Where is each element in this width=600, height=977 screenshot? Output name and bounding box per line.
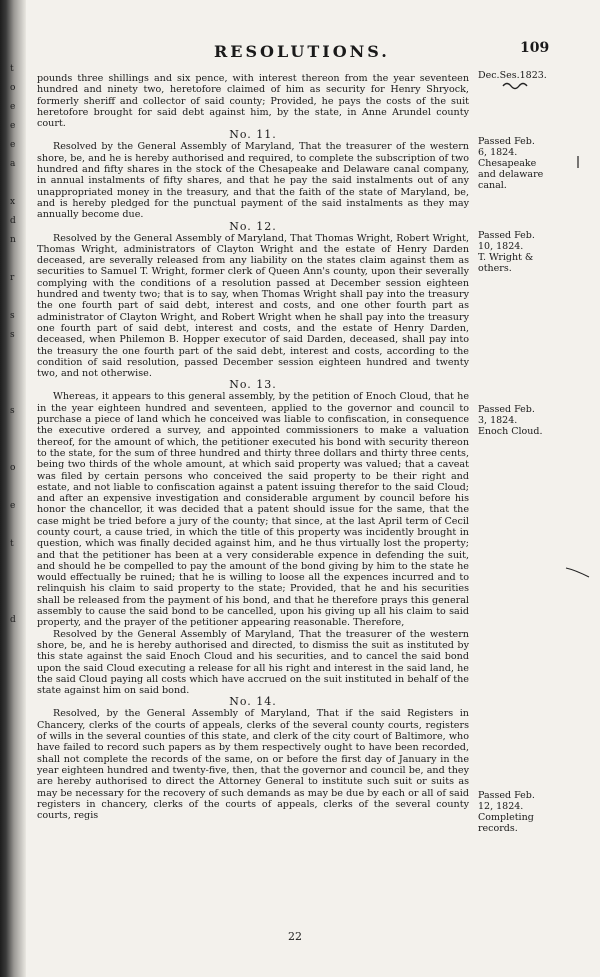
signature-mark: 22 — [288, 930, 302, 943]
gutter-letter — [10, 592, 22, 611]
gutter-letter — [10, 421, 22, 440]
gutter-fragment-letters — [10, 60, 22, 630]
resolution-heading-13: No. 13. — [229, 378, 277, 392]
margin-note-line: and delaware — [478, 169, 544, 180]
gutter-letter: d — [10, 216, 16, 226]
gutter-letter — [10, 364, 22, 383]
gutter-letter: t — [10, 64, 14, 74]
resolution-heading-11: No. 11. — [229, 128, 277, 142]
gutter-letter: d — [10, 615, 16, 625]
gutter-letter: e — [10, 140, 16, 150]
resolution-12-text: Resolved by the General Assembly of Maryland, That Thomas Wright, Robert Wright, Thomas Wright, administrators of Clayton Wright and the estate of Henry Darden deceased, are severally released from any liability on the states claim against them as securities to Samuel T. Wright, former clerk of Queen Ann's county, upon their severally complying with the conditions of a resolution passed at December session eighteen hundred and twenty two; that is to say, when Thomas Wright shall pay into the treasury the one fourth part of said debt, interest and costs, and one other fourth part as administrator of Clayton Wright, and Robert Wright when he shall pay into the treasury one fourth part of said debt, interest and costs, and the estate of Henry Darden, deceased, when Philemon B. Hopper executor of said Darden, deceased, shall pay into the treasury the one fourth part of the said debt, interest and costs, according to the condition of said resolution, passed December session eighteen hundred and twenty two, and not otherwise. — [37, 232, 469, 380]
ink-squiggle-mark — [502, 80, 532, 92]
margin-note-no14 — [478, 790, 588, 834]
gutter-letter — [10, 345, 22, 364]
gutter-letter — [10, 516, 22, 535]
margin-note-line: Dec.Ses.1823. — [478, 70, 547, 81]
book-gutter — [0, 0, 26, 977]
gutter-letter — [10, 383, 22, 402]
resolution-14-text: Resolved, by the General Assembly of Maryland, That if the said Registers in Chancery, clerks of the courts of appeals, clerks of the several county courts, registers of wills in the several counties of this state, and clerk of the city court of Baltimore, who have failed to record such papers as by them respectively ought to have been recorded, shall not complete the records of the same, on or before the first day of January in the year eighteen hundred and twenty-five, then, that the governor and council be, and they are hereby authorised to direct the Attorney General to institute such suit or suits as may be necessary for the recovery of such demands as may be due by each or all of said registers in chancery, clerks of the courts of appeals, clerks of the several county courts, regis — [37, 708, 469, 822]
margin-note-line: records. — [478, 823, 518, 834]
margin-note-line: T. Wright & — [478, 252, 534, 263]
ink-dash-mark — [565, 565, 591, 579]
gutter-letter: o — [10, 83, 16, 93]
intro-paragraph: pounds three shillings and six pence, with interest thereon from the year seventeen hundred and ninety two, heretofore claimed of him as security for Henry Shryock, formerly sheriff and collector of said county; Provided, he pays the costs of the suit heretofore brought for said debt against him, by the state, in Anne Arundel county court. — [37, 73, 469, 130]
resolution-heading-14: No. 14. — [229, 695, 277, 709]
gutter-letter — [10, 573, 22, 592]
gutter-letter — [10, 174, 22, 193]
resolution-13-preamble: Whereas, it appears to this general assembly, by the petition of Enoch Cloud, that he in the year eighteen hundred and seventeen, applied to the governor and council to purchase a piece of land which he conceived was liable to confiscation, in consequence the executive ordered a survey, and appointed commissioners to make a valuation thereof, for the amount of which, the petitioner executed his bond with security thereon to the state, for the sum of three hundred and thirty three dollars and thirty three cents, being two thirds of the whole amount, at which said property was valued; that a caveat was filed by certain persons who conceived the said property to be their right and estate, and not liable to confiscation against a patent issuing therefor to the said Cloud; and after an expensive investigation and considerable argument by council before his honor the chancellor, it was decided that a patent should issue for the same, that the case might be tried before a jury of the county; that since, at the last April term of Cecil county court, a cause tried, in which the title of this property was incidently brought in question, which was finally decided against him, and he thus virtually lost the property; and that the petitioner has been at a very considerable expence in defending the suit, and should he be compelled to pay the amount of the bond giving by him to the state he would effectually be ruined; that he is willing to loose all the expences incurred and to relinquish his claim to said property to the state; Provided, that he and his securities shall be released from the payment of his bond, and that he therefore prays this general assembly to cause the said bond to be cancelled, upon his giving up all his claim to said property, and the prayer of the petitioner appearing reasonable. Therefore, — [37, 391, 469, 629]
margin-note-no11 — [478, 136, 588, 191]
margin-note-line: Passed Feb. — [478, 790, 535, 801]
gutter-letter — [10, 440, 22, 459]
body-text — [37, 73, 469, 821]
margin-note-line: others. — [478, 263, 512, 274]
margin-note-session — [478, 70, 588, 81]
margin-note-line: 3, 1824. — [478, 415, 518, 426]
gutter-letter: r — [10, 273, 15, 283]
margin-note-line: 10, 1824. — [478, 241, 524, 252]
gutter-letter — [10, 554, 22, 573]
gutter-letter: e — [10, 102, 16, 112]
gutter-letter: e — [10, 121, 16, 131]
gutter-letter — [10, 250, 22, 269]
page-number: 109 — [520, 40, 550, 56]
page-header — [190, 42, 550, 66]
margin-note-line: Enoch Cloud. — [478, 426, 543, 437]
gutter-letter: e — [10, 501, 16, 511]
resolution-13-resolved: Resolved by the General Assembly of Maryland, That the treasurer of the western shore, be, and he is hereby authorised and directed, to dismiss the suit as instituted by this state against the said Enoch Cloud and his securities, and to cancel the said bond upon the said Cloud executing a release for all his right and interest in the said land, he the said Cloud paying all costs which have accrued on the suit instituted in behalf of the state against him on said bond. — [37, 628, 469, 697]
gutter-letter: s — [10, 330, 15, 340]
margin-note-line: 6, 1824. — [478, 147, 518, 158]
margin-note-line: Passed Feb. — [478, 230, 535, 241]
gutter-letter: n — [10, 235, 16, 245]
gutter-letter: a — [10, 159, 16, 169]
resolution-heading-12: No. 12. — [229, 219, 277, 233]
margin-note-line: Passed Feb. — [478, 404, 535, 415]
gutter-letter: t — [10, 539, 14, 549]
margin-note-line: Completing — [478, 812, 534, 823]
margin-note-line: Passed Feb. — [478, 136, 535, 147]
margin-note-line: 12, 1824. — [478, 801, 524, 812]
gutter-letter — [10, 288, 22, 307]
margin-note-line: Chesapeake — [478, 158, 537, 169]
gutter-letter: s — [10, 406, 15, 416]
margin-note-no12 — [478, 230, 588, 274]
resolution-11-text: Resolved by the General Assembly of Maryland, That the treasurer of the western shore, be, and he is hereby authorised and required, to complete the subscription of two hundred and fifty shares in the stock of the Chesapeake and Delaware canal company, in annual instalments of fifty shares, and that he pay the said instalments out of any unappropriated money in the treasury, and that the faith of the state of Maryland, be, and is hereby pledged for the punctual payment of the said instalments as they may annually become due. — [37, 141, 469, 221]
running-title: RESOLUTIONS. — [214, 42, 390, 61]
gutter-letter: s — [10, 311, 15, 321]
margin-note-no13 — [478, 404, 588, 437]
margin-note-line: canal. — [478, 180, 507, 191]
gutter-letter: o — [10, 463, 16, 473]
gutter-letter — [10, 478, 22, 497]
gutter-letter: x — [10, 197, 16, 207]
